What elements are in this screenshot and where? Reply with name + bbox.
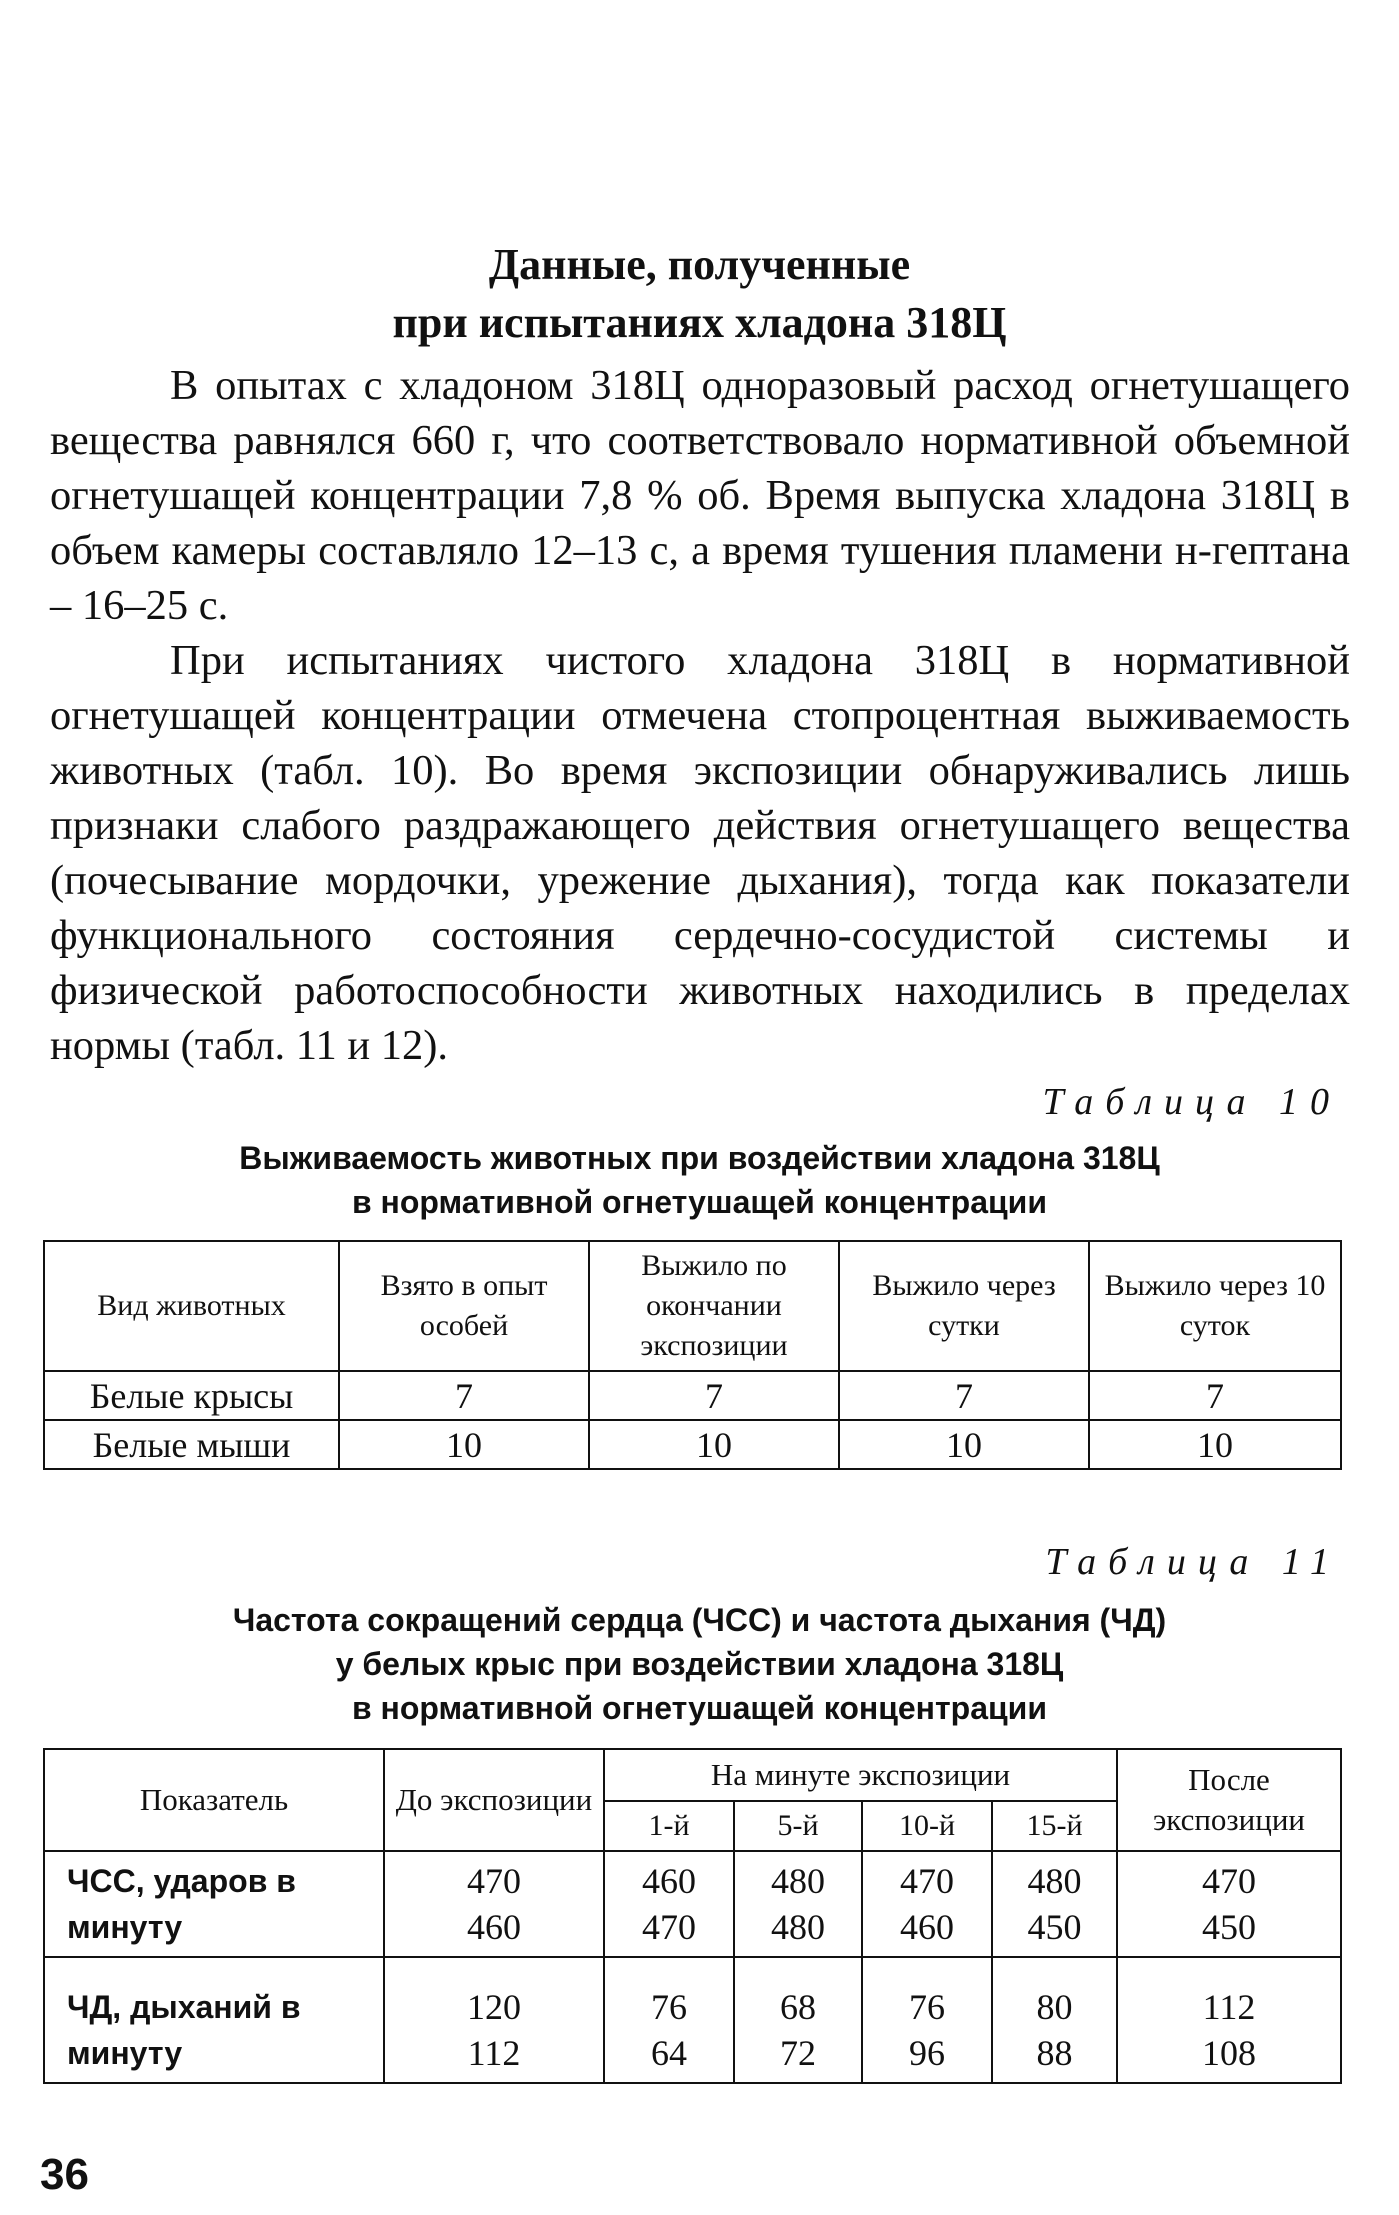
table-11-indicator (44, 1851, 384, 1957)
table-row (44, 1957, 1341, 2083)
value: 96 (909, 2033, 945, 2073)
table-11-cell (992, 1957, 1117, 2083)
section-heading (0, 236, 1399, 352)
value: 108 (1202, 2033, 1256, 2073)
section-heading-line-1: Данные, полученные (488, 240, 911, 289)
table-11-title-line-1: Частота сокращений сердца (ЧСС) и частота дыхания (ЧД) (232, 1602, 1167, 1638)
table-11-header-during: На минуте экспозиции (604, 1749, 1117, 1801)
table-10-cell: 7 (589, 1371, 839, 1420)
value: 72 (780, 2033, 816, 2073)
table-11-cell (384, 1957, 604, 2083)
table-11-cell (992, 1851, 1117, 1957)
value: 64 (651, 2033, 687, 2073)
table-11-indicator (44, 1957, 384, 2083)
value: 460 (642, 1861, 696, 1901)
table-11-header-minute-5: 5-й (734, 1801, 862, 1851)
table-11-cell (1117, 1957, 1341, 2083)
table-11-header-minute-15: 15-й (992, 1801, 1117, 1851)
table-11-header-before: До экспозиции (384, 1749, 604, 1851)
value: 76 (909, 1987, 945, 2027)
table-11-title-line-2: у белых крыс при воздействии хладона 318Ц (335, 1646, 1064, 1682)
value: 112 (1202, 1987, 1256, 2027)
table-10-cell: 10 (839, 1420, 1089, 1469)
table-11-cell (604, 1957, 734, 2083)
value: 450 (1027, 1907, 1082, 1947)
value: 480 (771, 1861, 825, 1901)
table-10-cell: 7 (1089, 1371, 1341, 1420)
table-11-header-row (44, 1749, 1341, 1801)
value: 88 (1036, 2033, 1073, 2073)
value: 68 (780, 1987, 816, 2027)
table-11-cell (604, 1851, 734, 1957)
table-10-title-line-1: Выживаемость животных при воздействии хладона 318Ц (239, 1140, 1160, 1176)
table-10-cell: 10 (589, 1420, 839, 1469)
table-11-title (0, 1598, 1399, 1730)
table-11-cell (734, 1957, 862, 2083)
indicator-label: ЧСС, ударов в минуту (67, 1863, 296, 1945)
table-11-label: Таблица 11 (1045, 1541, 1341, 1583)
table-10-title (0, 1136, 1399, 1224)
table-10-title-line-2: в нормативной огнетушащей концентрации (351, 1184, 1048, 1220)
table-11-header-minute-10: 10-й (862, 1801, 992, 1851)
table-11-header-minute-1: 1-й (604, 1801, 734, 1851)
indicator-label: ЧД, дыханий в минуту (67, 1989, 301, 2071)
table-10-header-row (44, 1241, 1341, 1371)
value: 80 (1036, 1987, 1073, 2027)
table-10-cell: 10 (339, 1420, 589, 1469)
value: 460 (467, 1907, 521, 1947)
table-10-cell: Белые мыши (44, 1420, 339, 1469)
value: 450 (1202, 1907, 1256, 1947)
table-10-header-taken: Взято в опыт особей (339, 1241, 589, 1371)
table-row (44, 1851, 1341, 1957)
table-10-cell: 7 (339, 1371, 589, 1420)
table-11-cell (1117, 1851, 1341, 1957)
table-11-header-after: После экспозиции (1117, 1749, 1341, 1851)
value: 460 (900, 1907, 954, 1947)
value: 480 (1027, 1861, 1082, 1901)
page-number: 36 (40, 2150, 89, 2199)
value: 76 (651, 1987, 687, 2027)
table-11-cell (384, 1851, 604, 1957)
value: 470 (467, 1861, 521, 1901)
table-11-cell (862, 1851, 992, 1957)
value: 480 (771, 1907, 825, 1947)
value: 470 (900, 1861, 954, 1901)
section-heading-line-2: при испытаниях хладона 318Ц (392, 298, 1007, 347)
body-text (50, 358, 1350, 1073)
table-11-cell (734, 1851, 862, 1957)
value: 470 (642, 1907, 696, 1947)
table-10-header-survived-end: Выжило по окончании экспозиции (589, 1241, 839, 1371)
table-10-cell: Белые крысы (44, 1371, 339, 1420)
table-10-header-survived-day: Выжило через сутки (839, 1241, 1089, 1371)
table-11 (43, 1748, 1342, 2084)
table-row (44, 1371, 1341, 1420)
table-10-label: Таблица 10 (1042, 1081, 1341, 1123)
table-11-title-line-3: в нормативной огнетушащей концентрации (351, 1690, 1048, 1726)
paragraph-1: В опытах с хладоном 318Ц одноразовый расход огнетушащего вещества равнялся 660 г, что соответствовало нормативной объемной огнетушащей концентрации 7,8 % об. Время выпуска хладона 318Ц в объем камеры составляло 12–13 с, а время тушения пламени н-гептана – 16–25 с. (50, 362, 1350, 629)
table-10-header-species: Вид животных (44, 1241, 339, 1371)
value: 470 (1202, 1861, 1256, 1901)
table-10-cell: 10 (1089, 1420, 1341, 1469)
paragraph-2: При испытаниях чистого хладона 318Ц в нормативной огнетушащей концентрации отмечена стопроцентная выживаемость животных (табл. 10). Во время экспозиции обнаруживались лишь признаки слабого раздражающего действия огнетушащего вещества (почесывание мордочки, урежение дыхания), тогда как показатели функционального состояния сердечно-сосудистой системы и физической работоспособности животных находились в пределах нормы (табл. 11 и 12). (50, 637, 1350, 1069)
table-10 (43, 1240, 1342, 1470)
table-11-header-indicator: Показатель (44, 1749, 384, 1851)
table-11-cell (862, 1957, 992, 2083)
table-10-header-survived-10days: Выжило через 10 суток (1089, 1241, 1341, 1371)
value: 112 (467, 2033, 521, 2073)
table-10-cell: 7 (839, 1371, 1089, 1420)
value: 120 (467, 1987, 521, 2027)
table-row (44, 1420, 1341, 1469)
